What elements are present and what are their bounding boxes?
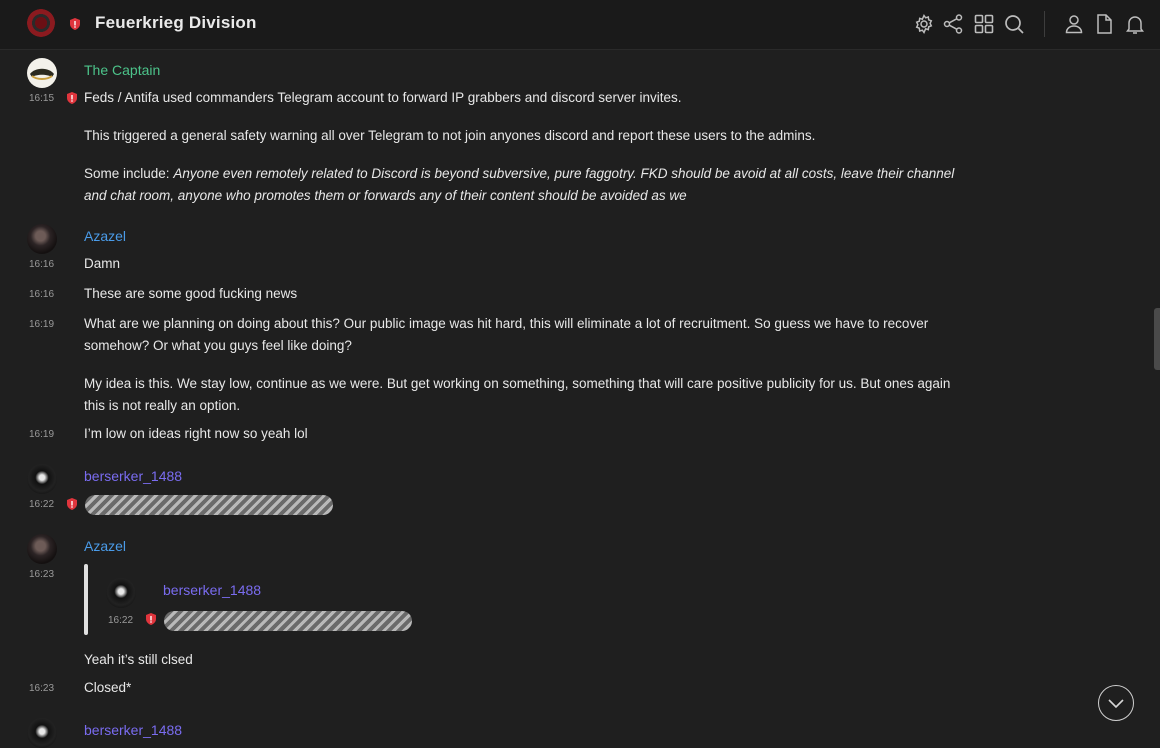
message-text: Yeah it’s still clsed [84, 652, 193, 667]
warning-badge-icon [144, 612, 158, 626]
message-text: I’m low on ideas right now so yeah lol [84, 426, 308, 441]
message-text [84, 163, 999, 185]
message-text: this is not really an option. [84, 398, 241, 413]
message-text-prefix: Some include: [84, 166, 174, 181]
quote-bar [84, 564, 88, 635]
message-time: 16:23 [29, 683, 55, 694]
hidden-media-spoiler[interactable] [85, 495, 333, 515]
message-author[interactable]: Azazel [84, 538, 127, 554]
message-text: What are we planning on doing about this? Our public image was hit hard, this will eliminate a lot of recruitment. So guess we have to recover [84, 316, 929, 331]
message-text: Damn [84, 256, 121, 271]
quoted-avatar[interactable] [106, 578, 136, 608]
message-text: somehow? Or what you guys feel like doing? [84, 338, 352, 353]
quoted-text: and chat room, anyone who promotes them or forwards any of their content should be avoided as we [84, 188, 687, 203]
scroll-to-bottom-button[interactable] [1098, 685, 1134, 721]
avatar[interactable] [27, 464, 57, 494]
message-author[interactable]: berserker_1488 [84, 468, 183, 484]
message-text: Closed* [84, 680, 132, 695]
avatar[interactable] [27, 58, 57, 88]
message-time: 16:23 [29, 569, 55, 580]
message-time: 16:16 [29, 289, 55, 300]
message-text: Feds / Antifa used commanders Telegram account to forward IP grabbers and discord server invites. [84, 90, 682, 105]
avatar[interactable] [27, 534, 57, 564]
message-time: 16:19 [29, 319, 55, 330]
message-author[interactable]: Azazel [84, 228, 127, 244]
avatar[interactable] [27, 224, 57, 254]
message-text: My idea is this. We stay low, continue as we were. But get working on something, something that will care positive publicity for us. But ones again [84, 376, 951, 391]
message-time: 16:16 [29, 259, 55, 270]
warning-badge-icon [65, 497, 79, 511]
message-time: 16:19 [29, 429, 55, 440]
message-time: 16:15 [29, 93, 55, 104]
message-author[interactable]: berserker_1488 [84, 722, 183, 738]
scrollbar-thumb[interactable] [1154, 308, 1160, 370]
quoted-author[interactable]: berserker_1488 [163, 582, 262, 598]
chat-title: Feuerkrieg Division [95, 13, 257, 32]
chevron-down-icon [1099, 686, 1133, 720]
avatar[interactable] [27, 718, 57, 748]
message-text: These are some good fucking news [84, 286, 298, 301]
quoted-hidden-media-spoiler[interactable] [164, 611, 412, 631]
quoted-text: Anyone even remotely related to Discord is beyond subversive, pure faggotry. FKD should be avoid at all costs, leave their channel [173, 166, 955, 181]
message-text: This triggered a general safety warning all over Telegram to not join anyones discord and report these users to the admins. [84, 128, 816, 143]
message-text [84, 185, 999, 207]
warning-badge-icon [65, 91, 79, 105]
message-author[interactable]: The Captain [84, 62, 161, 78]
quoted-time: 16:22 [108, 615, 134, 626]
message-time: 16:22 [29, 499, 55, 510]
